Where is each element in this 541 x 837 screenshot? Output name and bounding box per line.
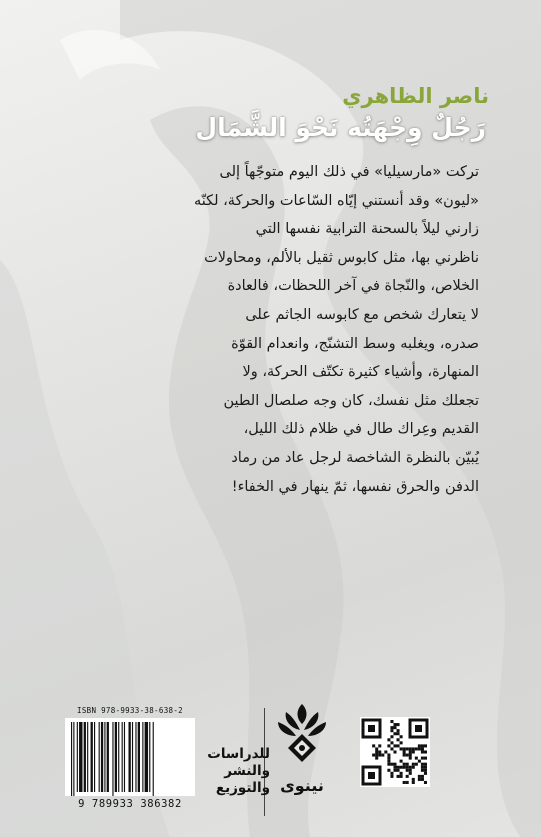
qr-code-pattern	[360, 717, 430, 787]
isbn-label: ISBN 978-9933-38-638-2	[77, 706, 183, 715]
blurb-line: الخلاص، والنّجاة في آخر اللحظات، فالعادة	[227, 278, 479, 295]
blurb-line: ناظرني بها، مثل كابوس ثقيل بالألم، ومحاولات	[204, 249, 479, 266]
blurb-text	[84, 158, 479, 501]
author-name: ناصر الظاهري	[342, 84, 489, 108]
blurb-line: تجعلك مثل نفسك، كان وجه صلصال الطين	[223, 392, 479, 409]
publisher-tagline	[200, 746, 270, 797]
blurb-line: الدفن والحرق نفسها، ثمّ ينهار في الخفاء!	[231, 478, 479, 495]
blurb-line: المنهارة، وأشياء كثيرة تكتّف الحركة، ولا	[242, 364, 479, 381]
blurb-line: صدره، ويغلبه وسط التشنّج، وانعدام القوّة	[231, 335, 479, 352]
blurb-line: «ليون» وقد أنستني إيّاه السّاعات والحركة، لكنّه	[193, 192, 479, 209]
publisher-logo-name: نينوى	[280, 776, 324, 795]
qr-code[interactable]	[360, 717, 430, 787]
isbn-digits: 9 789933 386382	[78, 798, 182, 810]
barcode-bars	[65, 718, 195, 796]
book-title: رَجُلٌ وِجْهَتُه نَحْوَ الشَّمَال	[195, 113, 486, 142]
publisher-emblem-icon	[272, 700, 332, 776]
isbn-barcode	[65, 706, 195, 816]
publisher-tagline-line: والنشر	[224, 763, 270, 779]
publisher-tagline-line: للدراسات	[207, 746, 270, 762]
publisher-logo	[272, 700, 332, 818]
blurb-line: القديم وعِراك طال في ظلام ذلك الليل،	[243, 421, 479, 438]
blurb-line: زارني ليلاً بالسحنة الترابية نفسها التي	[255, 221, 479, 238]
blurb-line: لا يتعارك شخص مع كابوسه الجاثم على	[245, 306, 479, 323]
publisher-tagline-line: والتوزيع	[215, 780, 270, 796]
blurb-line: يُبيّن بالنظرة الشاخصة لرجل عاد من رماد	[231, 449, 479, 466]
blurb-line: تركت «مارسيليا» في ذلك اليوم متوجّهاً إلى	[219, 164, 479, 180]
